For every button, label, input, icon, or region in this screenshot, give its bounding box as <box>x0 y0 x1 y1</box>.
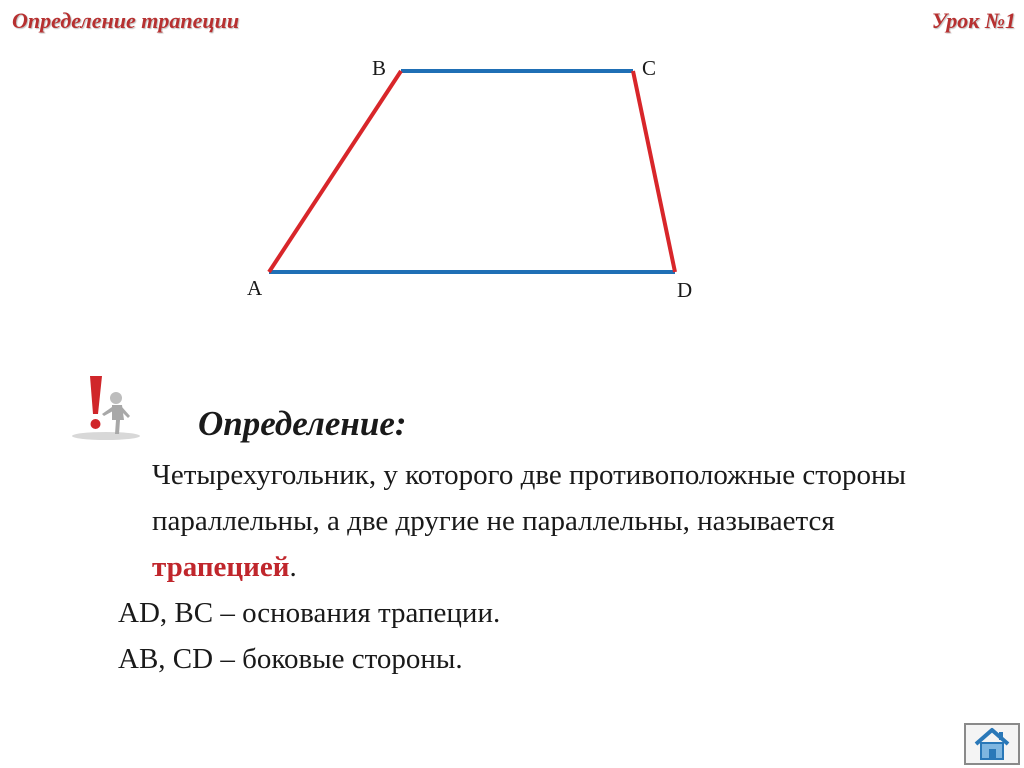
definition-body <box>118 452 938 682</box>
bases-note: AD, BC – основания трапеции. <box>118 597 501 629</box>
definition-heading: Определение: <box>198 404 407 443</box>
definition-text <box>118 452 938 590</box>
exclamation-figure-icon <box>68 374 140 447</box>
definition-text-start: Четырехугольник, у которого две противоположные стороны параллельны, а две другие не параллельны, называется <box>152 459 907 537</box>
vertex-label-b: B <box>372 56 387 80</box>
definition-text-end: . <box>289 551 297 583</box>
vertex-label-a: A <box>247 276 263 300</box>
slide-title: Определение трапеции <box>12 8 240 33</box>
vertex-label-d: D <box>677 278 693 302</box>
home-icon <box>972 727 1012 761</box>
home-button[interactable] <box>964 723 1020 765</box>
side-ab <box>269 71 401 272</box>
definition-term: трапецией <box>152 551 290 583</box>
side-cd <box>633 71 675 272</box>
lesson-label: Урок №1 <box>931 8 1016 33</box>
legs-note: AB, CD – боковые стороны. <box>118 643 463 675</box>
vertex-label-c: C <box>642 56 657 80</box>
